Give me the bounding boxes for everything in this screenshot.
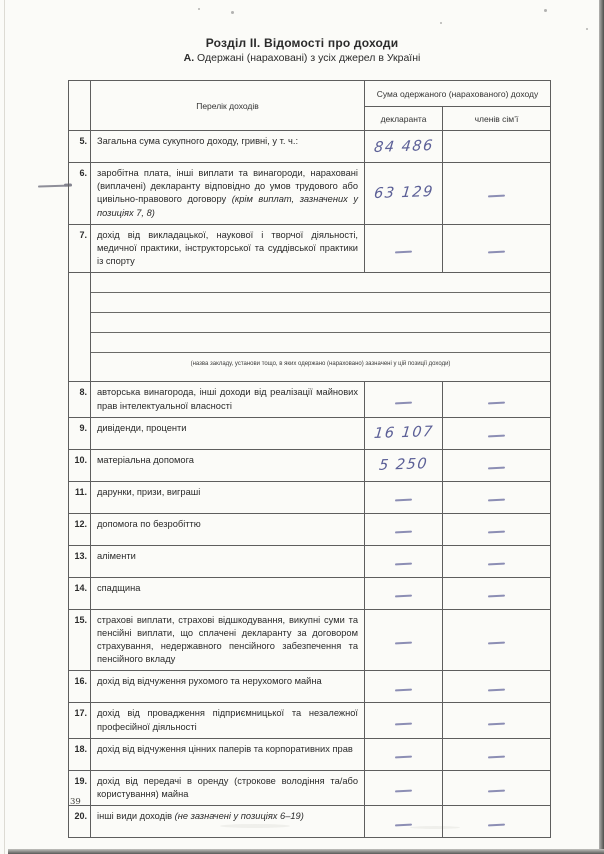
row-number: 20. [69,806,91,838]
handwritten-dash [395,531,412,534]
handwritten-dash [395,790,412,793]
declarant-amount [365,131,443,163]
description-text: Загальна сума сукупного доходу, гривні, у т. ч.: [97,136,299,146]
header-declarant: декларанта [365,107,443,131]
row-number: 19. [69,770,91,805]
declarant-amount [365,417,443,449]
income-table-header [69,81,551,131]
income-description [91,671,365,703]
income-description [91,577,365,609]
handwritten-dash [488,195,505,198]
row-number: 5. [69,131,91,163]
handwritten-amount: 16 107 [372,424,435,443]
subtitle-text: Одержані (нараховані) з усіх джерел в Україні [194,52,421,64]
family-amount [443,481,551,513]
description-text: аліменти [97,550,136,561]
family-amount [443,513,551,545]
row-number: 10. [69,449,91,481]
income-description [91,738,365,770]
write-in-line [91,293,550,313]
table-row [69,770,551,805]
description-text: страхові виплати, страхові відшкодування, викупні суми та пенсійні виплати, що сплачені декларанту за договором страхування, недержавного пенсійного забезпечення та пенсійного вкладу [97,614,358,665]
row-number: 13. [69,545,91,577]
handwritten-dash [488,756,505,759]
handwritten-dash [395,563,412,566]
table-row [69,382,551,417]
row-number: 17. [69,703,91,738]
scan-speck [440,22,442,24]
handwritten-amount: 63 129 [372,184,435,203]
row-number: 14. [69,577,91,609]
row-number [69,273,91,382]
table-row [69,738,551,770]
table-row [69,703,551,738]
income-description [91,806,365,838]
declarant-amount [365,513,443,545]
handwritten-dash [488,563,505,566]
income-description [91,770,365,805]
income-description [91,131,365,163]
description-text: дохід від відчуження цінних паперів та корпоративних прав [97,743,353,754]
table-row [69,417,551,449]
income-description [91,545,365,577]
declarant-amount [365,481,443,513]
income-description [91,417,365,449]
scan-speck [544,9,547,12]
scan-edge-bottom [8,849,604,854]
description-text: дохід від передачі в оренду (строкове володіння та/або користування) майна [97,775,358,799]
description-text: дохід від викладацької, наукової і творчої діяльності, медичної практики, інструкторської та суддівської практики із спорту [97,229,358,267]
income-table [68,80,551,838]
family-amount [443,131,551,163]
table-row [69,513,551,545]
handwritten-dash [395,499,412,502]
declarant-amount [365,738,443,770]
row-number: 7. [69,224,91,273]
write-in-line [91,313,550,333]
handwritten-dash [488,531,505,534]
description-text: допомога по безробіттю [97,518,201,529]
handwritten-dash [488,401,505,404]
table-row [69,163,551,225]
income-description [91,513,365,545]
table-row [69,577,551,609]
handwritten-dash [488,790,505,793]
handwritten-dash [395,401,412,404]
declarant-amount [365,577,443,609]
family-amount [443,770,551,805]
table-row [69,449,551,481]
family-amount [443,163,551,225]
page-number: 39 [70,797,81,807]
declarant-amount [365,382,443,417]
handwritten-dash [488,642,505,645]
family-amount [443,545,551,577]
row-number: 8. [69,382,91,417]
institution-write-in-block [91,273,551,382]
header-number-column [69,81,91,131]
row-number: 6. [69,163,91,225]
handwritten-dash [395,722,412,725]
declarant-amount [365,770,443,805]
handwritten-dash [395,250,412,253]
write-in-line [91,273,550,293]
handwritten-dash [488,722,505,725]
description-text: дивіденди, проценти [97,422,187,433]
table-row [69,545,551,577]
table-row [69,224,551,273]
income-description [91,224,365,273]
institution-note-row [69,273,551,382]
family-amount [443,609,551,671]
handwritten-dash [488,435,505,438]
header-sum-group: Сума одержаного (нарахованого) доходу [365,81,551,107]
handwritten-dash [488,688,505,691]
scan-edge-right [599,0,604,854]
declarant-amount [365,609,443,671]
row-number: 9. [69,417,91,449]
family-amount [443,577,551,609]
section-heading [0,36,604,64]
handwritten-dash [395,756,412,759]
header-income-list: Перелік доходів [91,81,365,131]
handwritten-amount: 5 250 [378,456,429,475]
handwritten-dash [395,642,412,645]
description-text: інші види доходів [97,811,175,822]
income-description [91,703,365,738]
description-text: дохід від провадження підприємницької та незалежної професійної діяльності [97,708,358,732]
row-number: 11. [69,481,91,513]
handwritten-dash [395,595,412,598]
handwritten-dash [488,823,505,826]
section-subtitle [0,52,604,64]
handwritten-dash [395,823,412,826]
description-italic-text: (не зазначені у позиціях 6–19) [174,811,304,822]
income-description [91,163,365,225]
declarant-amount [365,703,443,738]
table-row [69,806,551,838]
table-row [69,609,551,671]
scan-speck [198,8,200,10]
description-text: заробітна плата, інші виплати та винагороди, нараховані (виплачені) декларанту відповідно до умов трудового або цивільно-правового договору [97,168,358,205]
handwritten-amount: 84 486 [372,137,435,156]
handwritten-dash [488,595,505,598]
table-row [69,481,551,513]
family-amount [443,382,551,417]
scan-fold-line [4,0,5,854]
section-title: Розділ II. Відомості про доходи [205,36,399,50]
handwritten-dash [395,688,412,691]
family-amount [443,671,551,703]
institution-caption: (назва закладу, установи тощо, в яких одержано (нараховано) зазначені у цій позиції доходи) [190,361,451,368]
row-number: 12. [69,513,91,545]
margin-pen-mark [38,184,72,187]
description-text: дохід від відчуження рухомого та нерухомого майна [97,676,322,687]
family-amount [443,703,551,738]
description-text: спадщина [97,582,141,593]
scan-speck [586,28,588,30]
handwritten-dash [488,499,505,502]
description-text: матеріальна допомога [97,454,194,465]
income-description [91,382,365,417]
row-number: 15. [69,609,91,671]
family-amount [443,738,551,770]
family-amount [443,224,551,273]
declarant-amount [365,671,443,703]
header-family: членів сім’ї [443,107,551,131]
income-table-body [69,131,551,838]
row-number: 16. [69,671,91,703]
description-italic-text: (крім виплат, зазначених у позиціях 7, 8) [97,194,358,218]
declarant-amount [365,806,443,838]
income-description [91,449,365,481]
subtitle-letter: А. [183,52,195,64]
table-row [69,131,551,163]
write-in-line [91,333,550,353]
declarant-amount [365,545,443,577]
handwritten-dash [488,250,505,253]
handwritten-dash [488,467,505,470]
scan-speck [231,11,234,14]
table-row [69,671,551,703]
declarant-amount [365,224,443,273]
row-number: 18. [69,738,91,770]
blank-write-in-lines [91,273,550,353]
declarant-amount [365,163,443,225]
description-text: дарунки, призи, виграші [97,486,201,497]
family-amount [443,449,551,481]
family-amount [443,417,551,449]
income-description [91,609,365,671]
income-description [91,481,365,513]
family-amount [443,806,551,838]
description-text: авторська винагорода, інші доходи від реалізації майнових прав інтелектуальної власності [97,387,358,411]
declarant-amount [365,449,443,481]
